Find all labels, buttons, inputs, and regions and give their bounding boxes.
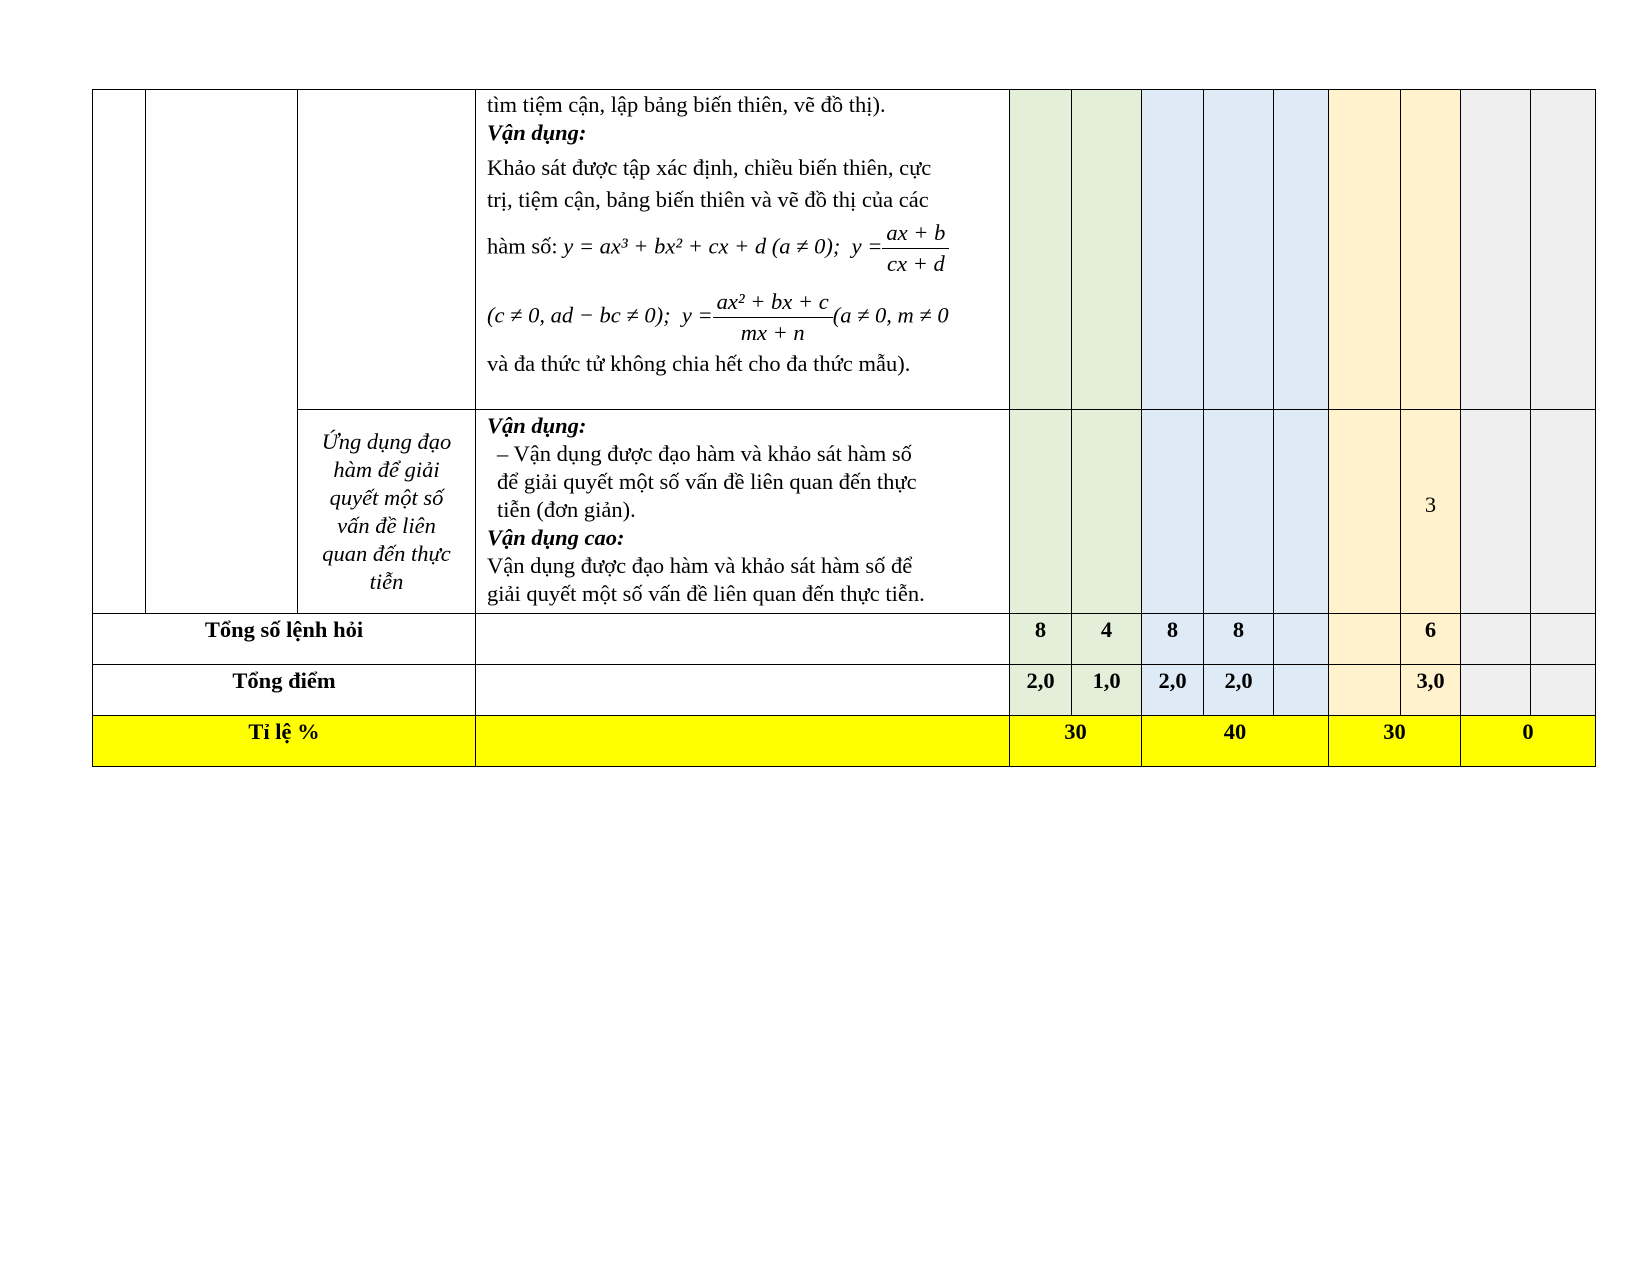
fraction-quadratic bbox=[713, 287, 833, 348]
ratio-value-van-dung-cao: 0 bbox=[1461, 716, 1596, 767]
count-cell: 3 bbox=[1401, 410, 1461, 614]
requirement-line: để giải quyết một số vấn đề liên quan đến thực bbox=[497, 469, 917, 494]
equation-condition: (c ≠ 0, ad − bc ≠ 0); bbox=[487, 302, 671, 328]
total-questions-value: 8 bbox=[1204, 614, 1274, 665]
equation-line-1 bbox=[487, 218, 995, 279]
total-score-value: 2,0 bbox=[1010, 665, 1072, 716]
count-cell bbox=[1274, 90, 1329, 410]
fraction-numerator: ax² + bx + c bbox=[713, 287, 833, 318]
empty-cell bbox=[476, 716, 1010, 767]
total-score-value: 2,0 bbox=[1204, 665, 1274, 716]
count-cell bbox=[1010, 410, 1072, 614]
fraction-numerator: ax + b bbox=[882, 218, 949, 249]
total-questions-value bbox=[1461, 614, 1531, 665]
fraction-denominator: mx + n bbox=[740, 320, 805, 345]
empty-cell bbox=[476, 614, 1010, 665]
count-cell bbox=[1072, 410, 1142, 614]
count-cell bbox=[1142, 410, 1204, 614]
total-questions-row bbox=[93, 614, 1596, 665]
total-questions-value: 8 bbox=[1010, 614, 1072, 665]
level-label-van-dung: Vận dụng: bbox=[487, 120, 587, 145]
total-score-value bbox=[1329, 665, 1401, 716]
cubic-equation: y = ax³ + bx² + cx + d (a ≠ 0); bbox=[563, 233, 841, 259]
count-cell bbox=[1531, 410, 1596, 614]
requirement-line: trị, tiệm cận, bảng biến thiên và vẽ đồ thị của các bbox=[487, 187, 929, 212]
total-questions-label: Tổng số lệnh hỏi bbox=[93, 614, 476, 665]
count-cell bbox=[1204, 90, 1274, 410]
count-cell bbox=[1329, 410, 1401, 614]
requirement-line: – Vận dụng được đạo hàm và khảo sát hàm số bbox=[497, 441, 912, 466]
total-score-value: 3,0 bbox=[1401, 665, 1461, 716]
ratio-value-nhan-biet: 30 bbox=[1010, 716, 1142, 767]
requirement-line: và đa thức tử không chia hết cho đa thức mẫu). bbox=[487, 351, 911, 376]
count-cell bbox=[1461, 90, 1531, 410]
table-row bbox=[93, 410, 1596, 614]
assessment-matrix-table bbox=[92, 89, 1596, 767]
total-questions-value bbox=[1274, 614, 1329, 665]
ratio-value-thong-hieu: 40 bbox=[1142, 716, 1329, 767]
count-cell bbox=[1010, 90, 1072, 410]
total-score-value bbox=[1274, 665, 1329, 716]
total-questions-value: 6 bbox=[1401, 614, 1461, 665]
requirement-line: giải quyết một số vấn đề liên quan đến thực tiễn. bbox=[487, 581, 925, 606]
requirement-line: tiễn (đơn giản). bbox=[497, 497, 636, 522]
equation-tail: (a ≠ 0, m ≠ 0 bbox=[832, 302, 949, 328]
total-questions-value bbox=[1531, 614, 1596, 665]
count-cell bbox=[1142, 90, 1204, 410]
count-cell bbox=[1072, 90, 1142, 410]
total-questions-value: 4 bbox=[1072, 614, 1142, 665]
ratio-row bbox=[93, 716, 1596, 767]
total-questions-value bbox=[1329, 614, 1401, 665]
count-cell bbox=[1329, 90, 1401, 410]
fraction-linear bbox=[882, 218, 949, 279]
topic-cell: Ứng dụng đạo hàm để giải quyết một số vấn đề liên quan đến thực tiễn bbox=[298, 410, 476, 614]
total-score-row bbox=[93, 665, 1596, 716]
equation-y: y = bbox=[681, 302, 713, 328]
equation-y: y = bbox=[851, 233, 883, 259]
count-cell bbox=[1204, 410, 1274, 614]
requirement-line: Khảo sát được tập xác định, chiều biến thiên, cực bbox=[487, 155, 932, 180]
stt-cell bbox=[93, 90, 146, 614]
topic-cell bbox=[298, 90, 476, 410]
total-score-value bbox=[1461, 665, 1531, 716]
total-questions-value: 8 bbox=[1142, 614, 1204, 665]
chapter-cell bbox=[146, 90, 298, 614]
requirement-line: tìm tiệm cận, lập bảng biến thiên, vẽ đồ thị). bbox=[487, 92, 886, 117]
ratio-value-van-dung: 30 bbox=[1329, 716, 1461, 767]
count-cell bbox=[1531, 90, 1596, 410]
total-score-label: Tổng điểm bbox=[93, 665, 476, 716]
total-score-value: 1,0 bbox=[1072, 665, 1142, 716]
requirement-line: Vận dụng được đạo hàm và khảo sát hàm số để bbox=[487, 553, 913, 578]
empty-cell bbox=[476, 665, 1010, 716]
equation-prefix: hàm số: bbox=[487, 233, 564, 259]
count-cell bbox=[1461, 410, 1531, 614]
equation-line-2 bbox=[487, 287, 995, 348]
ratio-label: Tỉ lệ % bbox=[93, 716, 476, 767]
total-score-value bbox=[1531, 665, 1596, 716]
requirement-cell bbox=[476, 410, 1010, 614]
requirement-cell bbox=[476, 90, 1010, 410]
total-score-value: 2,0 bbox=[1142, 665, 1204, 716]
count-cell bbox=[1401, 90, 1461, 410]
table-row bbox=[93, 90, 1596, 410]
count-cell bbox=[1274, 410, 1329, 614]
level-label-van-dung-cao: Vận dụng cao: bbox=[487, 525, 625, 550]
level-label-van-dung: Vận dụng: bbox=[487, 413, 587, 438]
fraction-denominator: cx + d bbox=[887, 251, 945, 276]
